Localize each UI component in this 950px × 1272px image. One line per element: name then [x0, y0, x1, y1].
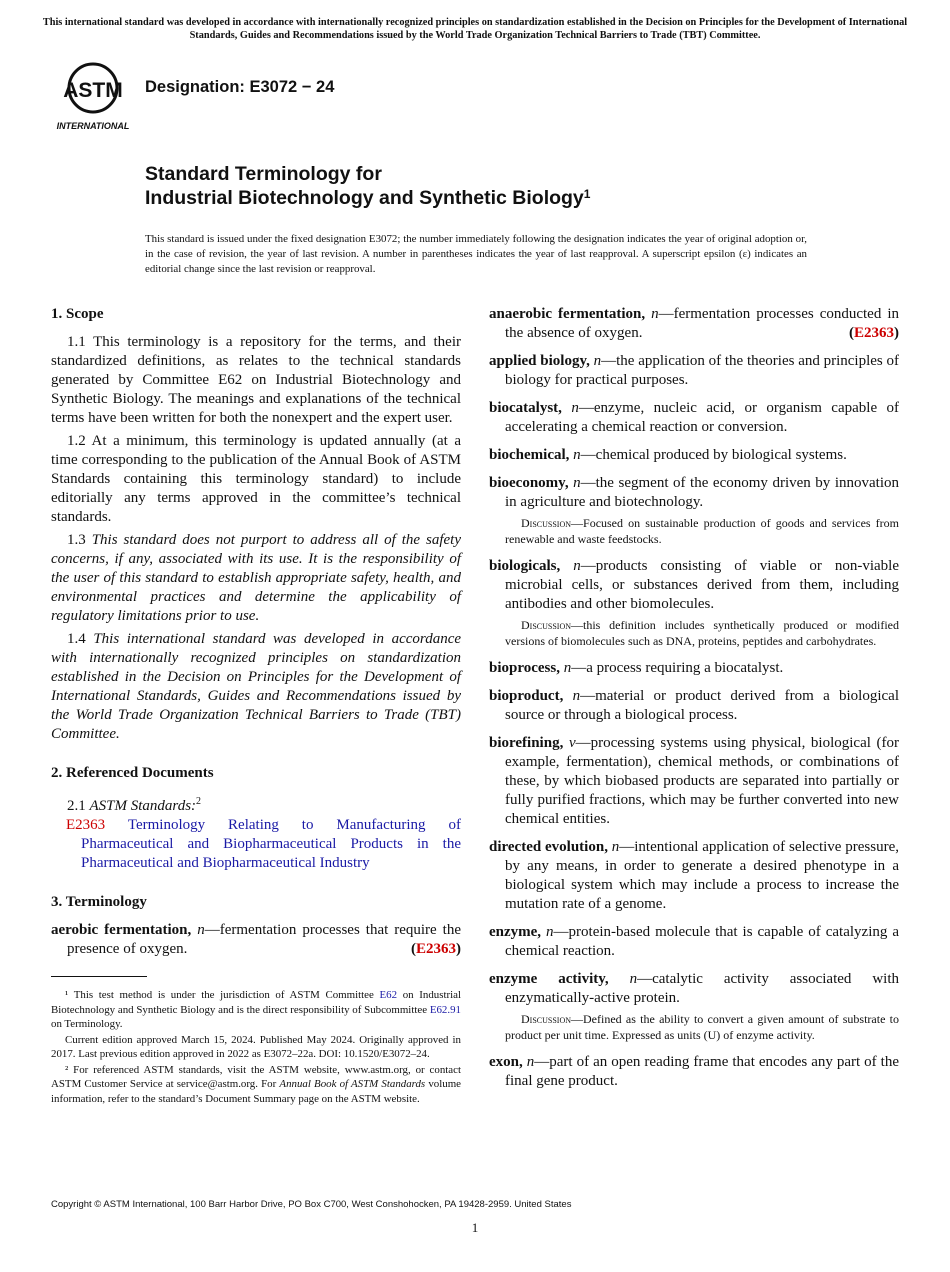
scope-heading: 1. Scope: [51, 306, 104, 322]
footnotes: [51, 988, 461, 1107]
term-name: aerobic fermentation,: [51, 922, 192, 938]
title-footnote-mark: 1: [583, 187, 591, 201]
term-part-of-speech: n: [572, 688, 581, 704]
term-part-of-speech: n: [526, 1054, 535, 1070]
term-part-of-speech: n: [573, 475, 581, 491]
term-part-of-speech: n: [593, 353, 602, 369]
term-name: enzyme activity,: [489, 971, 609, 987]
astm-logo: [52, 58, 134, 132]
footnote-1-edition: Current edition approved March 15, 2024. Published May 2024. Originally approved in 2017. Last previous edition approved in 2022 as E3072–22a. DOI: 10.1520/E3072–24.: [51, 1033, 461, 1060]
terminology-heading: 3. Terminology: [51, 894, 147, 910]
term-entry: [489, 970, 899, 1008]
term-definition: —a process requiring a biocatalyst.: [571, 660, 784, 676]
footnote-divider: [51, 976, 147, 977]
term-name: exon,: [489, 1054, 523, 1070]
right-column: [489, 305, 899, 1100]
terms-right-list: [489, 305, 899, 1091]
term-definition: —processing systems using physical, biological (for example, fermentation), chemical methods, or combinations of these, by which biobased products are separated into partially or fully purified fractions, which may be further converted into new chemical entities.: [505, 735, 900, 827]
term-entry: [489, 474, 899, 512]
term-entry: [489, 557, 899, 614]
title-line-2: Industrial Biotechnology and Synthetic Biology$^1$: [145, 187, 591, 209]
referenced-documents-heading: 2. Referenced Documents: [51, 765, 214, 781]
title-line-1: Standard Terminology for: [145, 163, 382, 185]
term-part-of-speech: n: [546, 924, 554, 940]
term-discussion: Discussion—Focused on sustainable production of goods and services from renewable and waste feedstocks.: [505, 516, 899, 546]
intro-paragraph: This standard is issued under the fixed designation E3072; the number immediately following the designation indicates the year of original adoption or, in the case of revision, the year of last revision. A number in parentheses indicates the year of last reapproval. A superscript epsilon (ε) indicates an editorial change since the last revision or reapproval.: [145, 233, 807, 276]
term-definition: —part of an open reading frame that encodes any part of the final gene product.: [505, 1054, 900, 1089]
term-discussion: Discussion—Defined as the ability to convert a given amount of substrate to product per unit time. Expressed as units (U) of enzyme activity.: [505, 1012, 899, 1042]
designation: Designation: E3072 − 24: [145, 78, 335, 96]
term-entry: [51, 921, 461, 959]
scope-1-3: 1.3 This standard does not purport to address all of the safety concerns, if any, associated with its use. It is the responsibility of the user of this standard to establish appropriate safety, health, and environmental practices and determine the applicability of regulatory limitations prior to use.: [51, 532, 462, 624]
term-name: biochemical,: [489, 447, 570, 463]
term-part-of-speech: n: [573, 558, 581, 574]
term-name: applied biology,: [489, 353, 590, 369]
term-entry: [489, 923, 899, 961]
term-definition: —the application of the theories and principles of biology for practical purposes.: [505, 353, 900, 388]
term-definition: —chemical produced by biological systems.: [580, 447, 847, 463]
term-entry: [489, 399, 899, 437]
scope-1-4: 1.4 This international standard was developed in accordance with internationally recognized principles on standardization established in the Decision on Principles for the Development of International Standards, Guides and Recommendations issued by the World Trade Organization Technical Barriers to Trade (TBT) Committee.: [51, 631, 462, 742]
scope-1-1: 1.1 This terminology is a repository for the terms, and their standardized definitions, as relates to the technical standards generated by Committee E62 on Industrial Biotechnology and Synthetic Biology. The meanings and explanations of the technical terms have been written for both the nonexpert and the expert user.: [51, 334, 461, 426]
term-name: directed evolution,: [489, 839, 608, 855]
term-part-of-speech: n: [629, 971, 638, 987]
term-definition: —fermentation processes that require the presence of oxygen.: [67, 922, 461, 957]
term-part-of-speech: n: [651, 306, 659, 322]
term-part-of-speech: n: [571, 400, 579, 416]
footnote-1: ¹ This test method is under the jurisdiction of ASTM Committee E62 on Industrial Biotechnology and Synthetic Biology and is the direct responsibility of Subcommittee E62.91 on Terminology.: [51, 989, 461, 1030]
footnote-2: ² For referenced ASTM standards, visit the ASTM website, www.astm.org, or contact ASTM Customer Service at service@astm.org. For Annual Book of ASTM Standards volume information, refer to the standard’s Document Summary page on the ASTM website.: [51, 1063, 461, 1105]
term-entry: [489, 838, 899, 914]
term-discussion: Discussion—this definition includes synthetically produced or modified versions of biomolecules such as DNA, proteins, peptides and carbohydrates.: [505, 618, 899, 648]
term-entry: [489, 687, 899, 725]
logo-mark: ASTM: [63, 79, 123, 102]
term-part-of-speech: n: [611, 839, 620, 855]
term-name: bioprocess,: [489, 660, 560, 676]
page-title: [145, 162, 590, 210]
terms-left-list: [51, 921, 461, 959]
term-name: biorefining,: [489, 735, 564, 751]
top-notice: This international standard was developed in accordance with internationally recognized principles on standardization established in the Decision on Principles for the Development of International Standards, Guides and Recommendations issued by the World Trade Organization Technical Barriers to Trade (TBT) Committee.: [42, 17, 908, 41]
term-definition: —material or product derived from a biological source or through a biological process.: [505, 688, 900, 723]
term-name: anaerobic fermentation,: [489, 306, 646, 322]
term-entry: [489, 305, 899, 343]
term-name: biocatalyst,: [489, 400, 562, 416]
term-name: bioproduct,: [489, 688, 564, 704]
term-part-of-speech: n: [573, 447, 581, 463]
left-column: [51, 305, 461, 968]
term-entry: [489, 446, 899, 465]
reference-e2363-link[interactable]: Terminology Relating to Manufacturing of Pharmaceutical and Biopharmaceutical Products in the Pharmaceutical and Biopharmaceutical Industry: [81, 817, 461, 871]
term-entry: [489, 352, 899, 390]
term-part-of-speech: v: [568, 735, 576, 751]
astm-standards-label: 2.1 ASTM Standards:$^2$: [67, 796, 202, 814]
term-part-of-speech: n: [563, 660, 572, 676]
term-name: enzyme,: [489, 924, 542, 940]
term-name: bioeconomy,: [489, 475, 569, 491]
term-part-of-speech: n: [197, 922, 205, 938]
term-name: biologicals,: [489, 558, 561, 574]
footnote-link-e62-91[interactable]: E62.91: [429, 1003, 461, 1016]
reference-e2363[interactable]: E2363 Terminology Relating to Manufacturing of Pharmaceutical and Biopharmaceutical Products in the Pharmaceutical and Biopharmaceutical Industry: [66, 817, 461, 871]
term-definition: —products consisting of viable or non-viable microbial cells, or substances derived from them, including antibodies and other biomolecules.: [505, 558, 900, 612]
term-entry: [489, 659, 899, 678]
term-definition: —enzyme, nucleic acid, or organism capable of accelerating a chemical reaction or conversion.: [505, 400, 899, 435]
copyright: Copyright © ASTM International, 100 Barr Harbor Drive, PO Box C700, West Conshohocken, PA 19428-2959. United States: [51, 1199, 572, 1210]
term-definition: —catalytic activity associated with enzymatically-active protein.: [505, 971, 899, 1006]
term-definition: —protein-based molecule that is capable of catalyzing a chemical reaction.: [505, 924, 899, 959]
term-entry: [489, 1053, 899, 1091]
term-citation[interactable]: (E2363): [848, 325, 899, 341]
page-number: 1: [471, 1220, 479, 1235]
scope-1-2: 1.2 At a minimum, this terminology is updated annually (at a time corresponding to the publication of the Annual Book of ASTM Standards containing this terminology standard) to include editorially any terms approved in the committee’s technical standards.: [51, 433, 461, 525]
term-entry: [489, 734, 899, 829]
term-definition: —fermentation processes conducted in the absence of oxygen.: [505, 306, 900, 341]
footnote-link-e62[interactable]: E62: [379, 989, 398, 1001]
term-definition: —the segment of the economy driven by innovation in agriculture and biotechnology.: [505, 475, 899, 510]
term-citation[interactable]: (E2363): [410, 941, 461, 957]
term-definition: —intentional application of selective pressure, by any means, in order to generate a desired phenotype in a biological system which may include a process to increase the mutation rate of a genome.: [505, 839, 899, 912]
logo-word: INTERNATIONAL: [56, 121, 130, 131]
